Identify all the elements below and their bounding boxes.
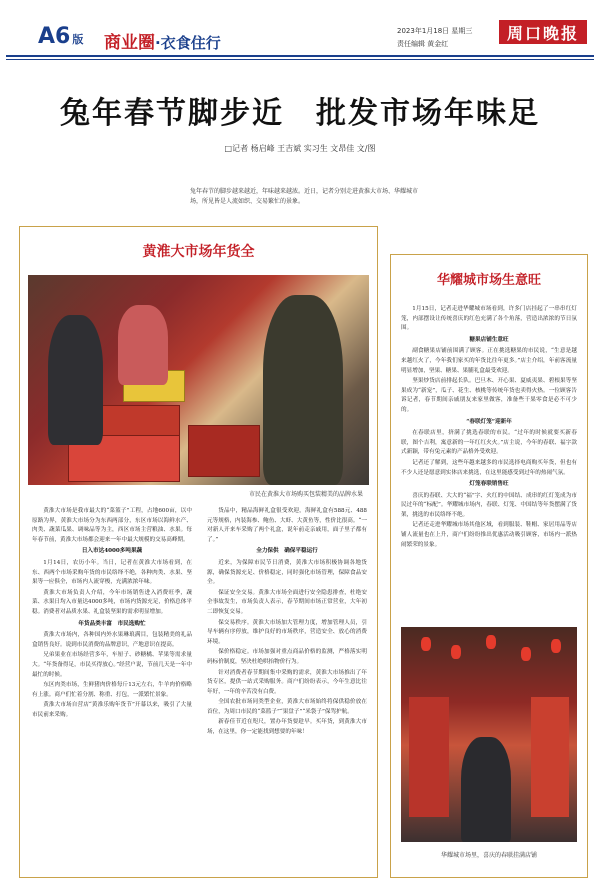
huanghuai-column-2: [207, 507, 367, 739]
body-paragraph: 新春佳节近在咫尺，置办年货要趁早。买年货，到黄淮大市场，在这里，你一定能找到想要的年味！: [207, 719, 367, 736]
header-divider: [6, 55, 594, 57]
sub-heading: 全力保供 确保平稳运行: [256, 548, 318, 555]
body-paragraph: 近来，为保障市民节日消费，黄淮大市场积极协调各地货源，确保货源充足、价格稳定，同时强化市场管理，保障食品安全。: [207, 559, 367, 586]
body-paragraph: 在春联店里，挤满了挑选春联的市民。“过年的时候就要买新春联，图个吉利，寓意新的一年红红火火。”店主说，今年的春联、福字款式新颖，带有兔元素的产品格外受欢迎。: [401, 430, 577, 456]
body-paragraph: 货品中，精品海鲜礼盒很受欢迎，海鲜礼盒有588元、488元等规格，内装海参、鲍鱼、大虾、大黄鱼等，性价比很高。“一对新人开来车采购了两个礼盒，说年前走亲戚用，面子里子都有了。”: [207, 508, 367, 543]
body-paragraph: 记者还走进华耀城市场其他区域，看到服装、鞋帽、家居用品等店铺人流量也在上升，商户们纷纷推出优惠活动吸引顾客，市场内一派热闹繁荣的景象。: [401, 522, 577, 548]
body-paragraph: 记者还了解到，这些年越来越多的市民选择电商购买年货，但也有不少人还是愿意到实体店来挑选，在这里能感受到过年的热闹气氛。: [401, 459, 577, 476]
article-lead: 兔年春节的脚步越来越近，年味越来越浓。近日，记者分别走进黄淮大市场、华耀城市场，所见皆是人流如织、交易繁忙的景象。: [190, 188, 419, 205]
sub-heading: 日入市达4000多吨果蔬: [81, 548, 143, 555]
huayao-column: [401, 305, 577, 551]
issue-date: 2023年1月18日 星期三: [397, 27, 473, 35]
huanghuai-market-photo: [28, 275, 369, 485]
body-paragraph: 1月15日，记者走进华耀城市场看到，许多门店挂起了一串串红灯笼，内部摆设让传统喜庆的红色充满了各个角落，营造出浓浓的节日氛围。: [401, 306, 577, 332]
sub-heading: 年货品类丰富 市民选购忙: [78, 620, 146, 627]
article-headline: 兔年春节脚步近 批发市场年味足: [60, 96, 540, 131]
newspaper-logo: 周口晚报: [499, 20, 587, 44]
sub-heading: 糖果店铺生意旺: [469, 336, 509, 343]
huayao-market-photo: [401, 627, 577, 842]
huayao-market-section: [390, 254, 588, 878]
body-paragraph: 东区肉类市场，生鲜猪肉价格每斤13元左右，牛羊肉价格略有上涨。商户们忙着分割、称重、打包，一派繁忙景象。: [32, 682, 192, 698]
huayao-photo-caption: 华耀城市场里，喜庆的春联挂满店铺: [440, 852, 537, 859]
sub-heading: 灯笼春联销售旺: [469, 481, 509, 488]
huanghuai-section-title: 黄淮大市场年货全: [142, 244, 255, 260]
huanghuai-photo-caption: 市民在黄淮大市场购买包装精美的品牌水果: [248, 491, 363, 498]
body-paragraph: 兄弟果业在市场经营多年，车厘子、砂糖橘、苹果等需求量大。“年货备得足，市民买得放心。”经营户说，节前几天是一年中最忙的时候。: [32, 652, 192, 678]
section-title: [104, 28, 221, 53]
body-paragraph: 针对消费者春节期间集中采购的需求，黄淮大市场推出了年货专区，提供一站式采购服务。商户们纷纷表示，今年生意比往年好，一年的辛苦没有白费。: [207, 669, 367, 695]
section-brand: 商业圈: [104, 33, 155, 53]
body-paragraph: 黄淮大市场负责人介绍，今年市场销售进入消费旺季，蔬菜、水果日均入市量达4000多吨，市场内货源充足，价格总体平稳。消费者对品质水果、礼盒装坚果的需求明显增加。: [32, 589, 192, 615]
huanghuai-market-section: [19, 226, 378, 878]
section-name: ·衣食住行: [155, 34, 221, 52]
article-byline: □记者 杨启峰 王吉斌 实习生 文昂佳 文/图: [224, 144, 376, 153]
body-paragraph: 黄淮大市场是我市最大的“菜篮子”工程，占地600亩，以中原路为界，黄淮大市场分为东西两部分，东区市场以海鲜水产、肉类、蔬菜瓜果、调味品等为主，西区市场主营粮油、水果。每年春节前，黄淮大市场都会迎来一年中最大规模的交易高峰期。: [32, 508, 192, 543]
page-header: [6, 6, 594, 54]
body-paragraph: 全国农批市场同类型企业，黄淮大市场始终将保供稳价放在首位，为周口市民的“菜篮子”“果盘子”“米袋子”保驾护航。: [207, 699, 367, 715]
body-paragraph: 1月14日，农历小年。当日，记者在黄淮大市场看到，在东、西两个市场采购年货的市民络绎不绝，各种肉类、水果、坚果等一应俱全，市场内人流穿梭，充满浓浓年味。: [32, 559, 192, 586]
body-paragraph: 保交易秩序。黄淮大市场加大管理力度，增加管理人员，引导车辆有序停放，维护良好的市场秩序，营造安全、放心的消费环境。: [207, 619, 367, 645]
body-paragraph: 保价格稳定。市场加强对重点商品价格的监测，严格落实明码标价制度，坚决杜绝哄抬物价行为。: [207, 649, 367, 665]
body-paragraph: 保证安全交易。黄淮大市场全面进行安全隐患排查，杜绝安全事故发生，市场负责人表示，春节期间市场正常营业，大年初二即恢复交易。: [207, 589, 367, 615]
body-paragraph: 黄淮大市场内，各种国内外水果琳琅满目，包装精美的礼品盒销售良好。说到市民消费的品牌意识，产地意识在提高。: [32, 632, 192, 648]
body-paragraph: 喜庆的春联、大大的“福”字、火红的中国结、成串的红灯笼成为市民过年的“标配”。华耀城市场内，春联、灯笼、中国结等年货摆满了货架，挑选的市民络绎不绝。: [401, 492, 577, 518]
page-number: A6 版: [38, 24, 84, 49]
huanghuai-column-1: [32, 507, 192, 739]
huayao-section-title: 华耀城市场生意旺: [436, 273, 541, 288]
responsible-editor: 责任编辑 黄金红: [397, 40, 449, 48]
body-paragraph: 副食糖果店铺前围满了顾客。正在挑选糖果的市民说，“生意是越来越红火了，今年我们家买的年货比往年更多。”店主介绍，年前客流量明显增加，坚果、糖果、果脯礼盒最受欢迎。: [401, 348, 577, 374]
body-paragraph: 坚果炒货店前排起长队。巴旦木、开心果、夏威夷果、碧根果等坚果成为“新宠”，瓜子、花生、核桃等传统年货也卖得火热。一位顾客告诉记者，春节期间亲戚朋友来家里做客，准备些干果零食是必不可少的。: [401, 378, 577, 413]
header-divider-thin: [6, 59, 594, 60]
sub-heading: “春联灯笼”迎新年: [466, 418, 512, 425]
body-paragraph: 黄淮大市场自营店“黄淮乐购年货节”开幕以来，吸引了大量市民前来采购。: [32, 702, 192, 718]
